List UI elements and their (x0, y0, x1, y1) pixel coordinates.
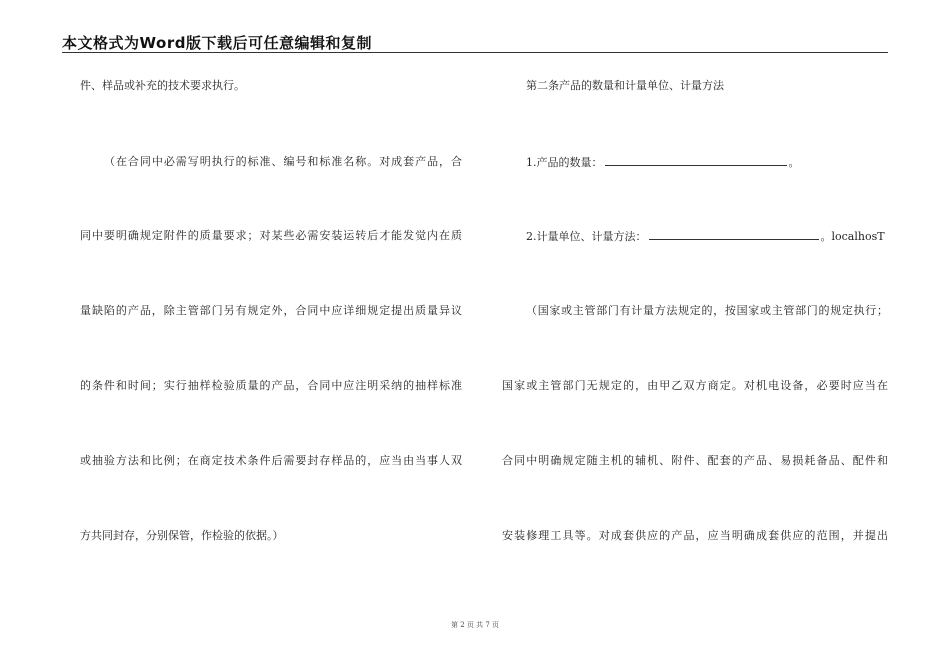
measure-label: 2.计量单位、计量方法： (526, 230, 647, 243)
measure-blank (649, 229, 819, 240)
left-line-1: 件、样品或补充的技术要求执行。 (80, 79, 245, 92)
right-line-4: 安装修理工具等。对成套供应的产品，应当明确成套供应的范围，并提出 (502, 529, 888, 542)
left-line-5: 的条件和时间；实行抽样检验质量的产品，合同中应注明采纳的抽样标准 (80, 379, 462, 392)
quantity-line (526, 155, 912, 170)
header-divider (62, 52, 888, 53)
right-line-1: （国家或主管部门有计量方法规定的，按国家或主管部门的规定执行； (526, 304, 888, 317)
quantity-label: 1.产品的数量： (526, 156, 603, 169)
page-number-footer: 第 2 页 共 7 页 (450, 621, 500, 629)
left-line-3: 同中要明确规定附件的质量要求；对某些必需安装运转后才能发觉内在质 (80, 229, 462, 242)
quantity-blank (605, 155, 787, 166)
measure-end: 。localhosT (820, 230, 885, 243)
right-line-2: 国家或主管部门无规定的，由甲乙双方商定。对机电设备，必要时应当在 (502, 379, 888, 392)
right-line-3: 合同中明确规定随主机的辅机、附件、配套的产品、易损耗备品、配件和 (502, 454, 888, 467)
left-line-4: 量缺陷的产品，除主管部门另有规定外，合同中应详细规定提出质量异议 (80, 304, 462, 317)
measure-line (526, 229, 912, 244)
left-line-6: 或抽验方法和比例；在商定技术条件后需要封存样品的，应当由当事人双 (80, 454, 462, 467)
quantity-end: 。 (788, 156, 800, 169)
section-heading: 第二条产品的数量和计量单位、计量方法 (526, 79, 724, 92)
left-line-7: 方共同封存，分别保管，作检验的依据。） (80, 529, 284, 542)
document-header-title: 本文格式为Word版下载后可任意编辑和复制 (62, 34, 372, 52)
left-line-2: （在合同中必需写明执行的标准、编号和标准名称。对成套产品，合 (104, 155, 462, 168)
